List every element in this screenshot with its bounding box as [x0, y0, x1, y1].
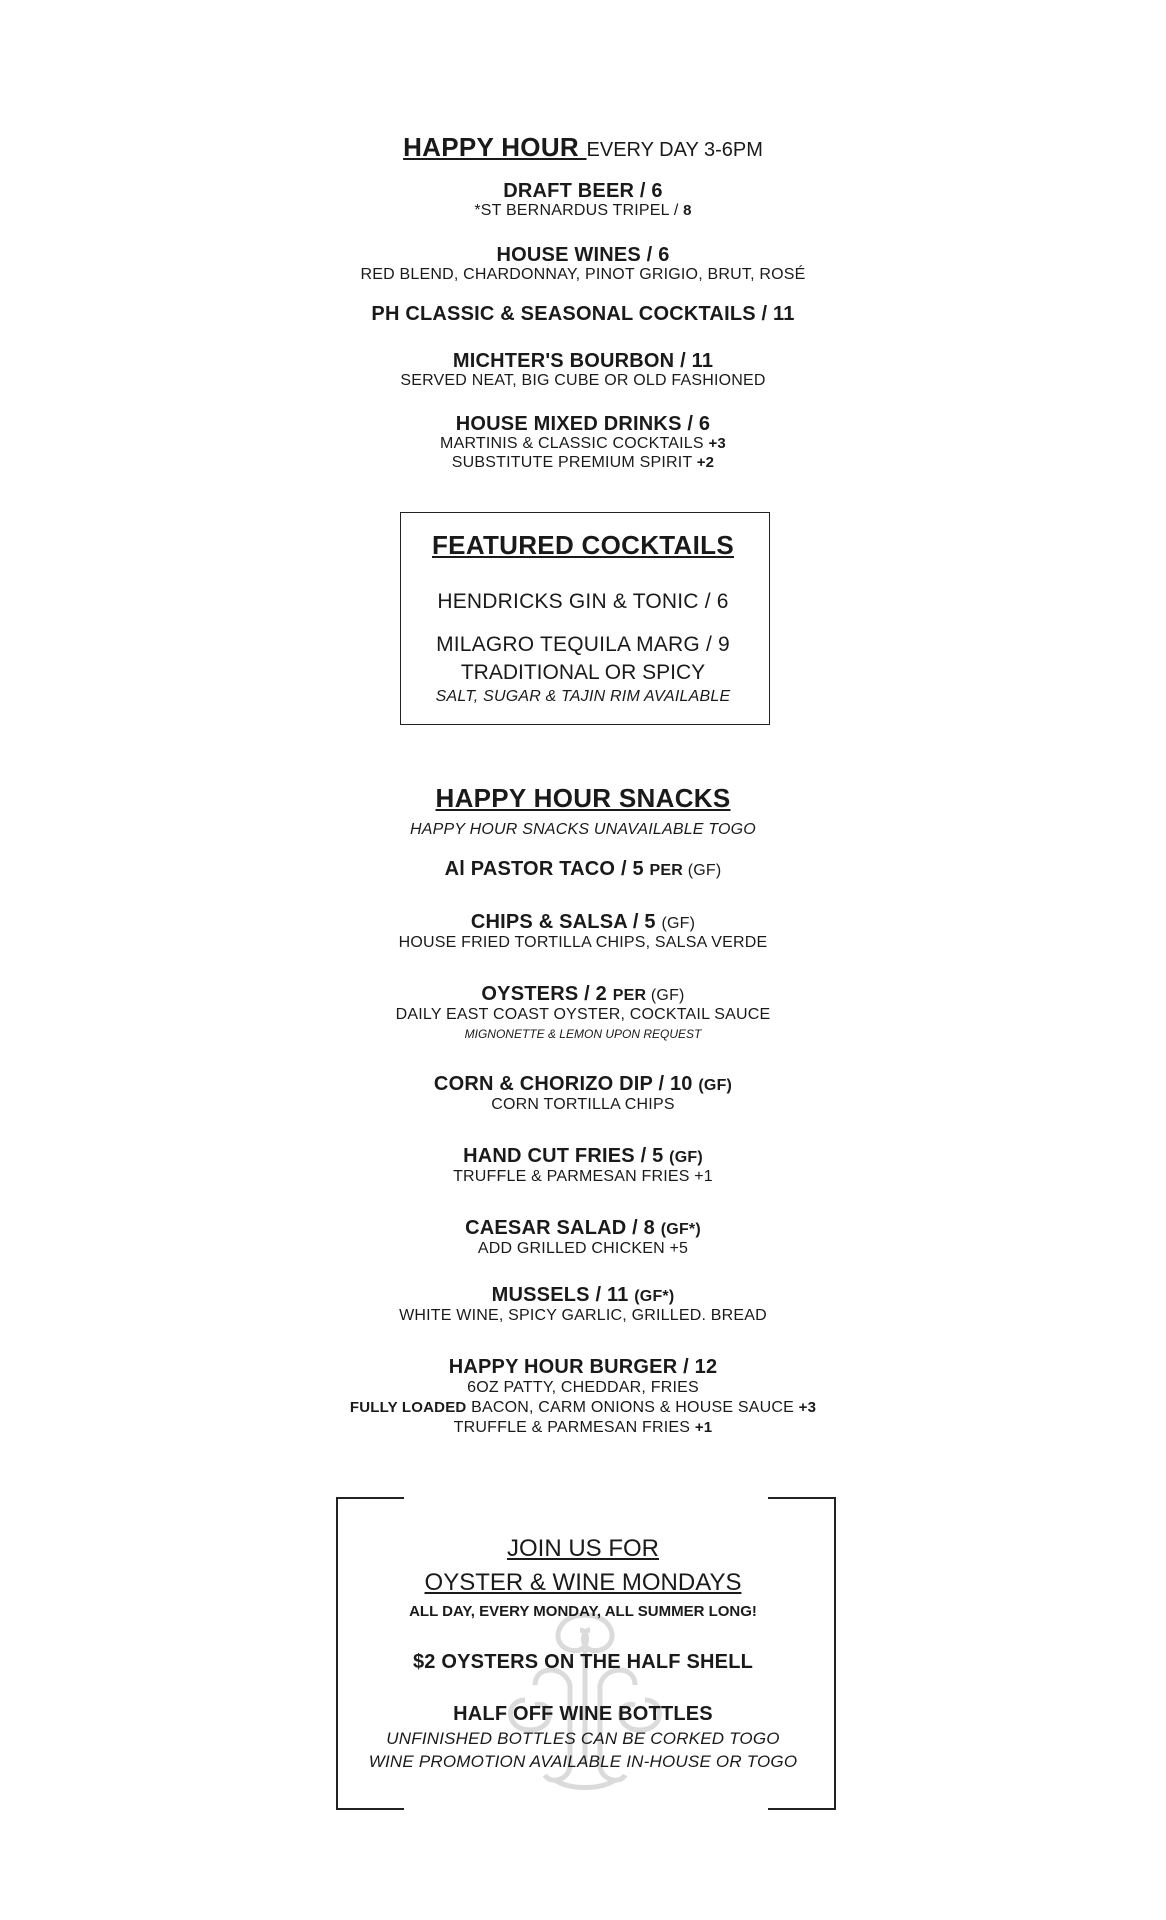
mondays-note2: WINE PROMOTION AVAILABLE IN-HOUSE OR TOGO: [368, 1752, 798, 1771]
chips-desc: HOUSE FRIED TORTILLA CHIPS, SALSA VERDE: [398, 934, 768, 951]
bracket-top-left-h: [336, 1497, 404, 1499]
oysters-note: MIGNONETTE & LEMON UPON REQUEST: [464, 1027, 702, 1041]
house-mixed-line2-add: +2: [696, 454, 715, 471]
caesar-item: [0, 1217, 1166, 1240]
hendricks-item: HENDRICKS GIN & TONIC / 6: [437, 590, 729, 613]
burger-loaded: [0, 1399, 1166, 1417]
fries-tag: (GF): [669, 1149, 703, 1166]
oysters-desc: DAILY EAST COAST OYSTER, COCKTAIL SAUCE: [395, 1006, 771, 1023]
mondays-sub: ALL DAY, EVERY MONDAY, ALL SUMMER LONG!: [409, 1603, 757, 1620]
house-mixed-line2-text: SUBSTITUTE PREMIUM SPIRIT: [451, 454, 697, 471]
corn-tag: (GF): [698, 1077, 733, 1094]
taco-tag: (GF): [683, 862, 722, 879]
michters-title: MICHTER'S BOURBON / 11: [452, 350, 714, 372]
caesar-tag: (GF*): [660, 1221, 701, 1238]
milagro-item: MILAGRO TEQUILA MARG / 9: [436, 633, 730, 656]
corn-item: [0, 1073, 1166, 1096]
burger-loaded-label: FULLY LOADED: [349, 1399, 467, 1416]
bracket-top-right-h: [768, 1497, 836, 1499]
featured-cocktails-title: FEATURED COCKTAILS: [432, 530, 734, 560]
caesar-desc: ADD GRILLED CHICKEN +5: [477, 1240, 689, 1257]
house-wines-desc: RED BLEND, CHARDONNAY, PINOT GRIGIO, BRUT, ROSÉ: [360, 266, 806, 283]
house-mixed-line1: [0, 435, 1166, 453]
happy-hour-header: [0, 132, 1166, 163]
burger-title: HAPPY HOUR BURGER / 12: [448, 1356, 718, 1378]
taco-item: [0, 858, 1166, 881]
house-mixed-line1-text: MARTINIS & CLASSIC COCKTAILS: [440, 435, 709, 452]
mussels-item: [0, 1284, 1166, 1307]
snacks-title: HAPPY HOUR SNACKS: [435, 783, 731, 813]
oysters-per: PER: [612, 987, 647, 1004]
mondays-wine: HALF OFF WINE BOTTLES: [453, 1703, 713, 1725]
burger-loaded-add: +3: [798, 1399, 817, 1416]
draft-beer-note: [0, 202, 1166, 220]
bracket-bottom-left-h: [336, 1808, 404, 1810]
house-mixed-line1-add: +3: [708, 435, 726, 452]
happy-hour-title: HAPPY HOUR: [403, 132, 587, 162]
draft-beer-title: DRAFT BEER / 6: [503, 180, 663, 202]
oysters-title: OYSTERS / 2: [481, 983, 613, 1005]
house-mixed-title: HOUSE MIXED DRINKS / 6: [455, 413, 711, 435]
ph-cocktails-title: PH CLASSIC & SEASONAL COCKTAILS / 11: [371, 303, 795, 325]
mussels-tag: (GF*): [634, 1288, 675, 1305]
burger-truffle-add: +1: [694, 1419, 713, 1436]
mussels-desc: WHITE WINE, SPICY GARLIC, GRILLED. BREAD: [399, 1307, 767, 1324]
taco-per: PER: [649, 862, 684, 879]
mondays-note1: UNFINISHED BOTTLES CAN BE CORKED TOGO: [386, 1729, 780, 1748]
draft-beer-note-price: 8: [683, 202, 692, 219]
draft-beer-note-text: *ST BERNARDUS TRIPEL /: [474, 202, 684, 219]
caesar-title: CAESAR SALAD / 8: [465, 1217, 661, 1239]
chips-tag: (GF): [661, 915, 696, 932]
happy-hour-schedule: EVERY DAY 3-6PM: [586, 139, 763, 161]
fries-desc: TRUFFLE & PARMESAN FRIES +1: [453, 1168, 713, 1185]
burger-loaded-desc: BACON, CARM ONIONS & HOUSE SAUCE: [466, 1399, 799, 1416]
michters-desc: SERVED NEAT, BIG CUBE OR OLD FASHIONED: [400, 372, 766, 389]
fries-title: HAND CUT FRIES / 5: [463, 1145, 670, 1167]
mondays-line1: JOIN US FOR: [506, 1535, 659, 1562]
fries-item: [0, 1145, 1166, 1168]
house-mixed-line2: [0, 454, 1166, 472]
taco-title: Al PASTOR TACO / 5: [444, 858, 650, 880]
burger-truffle-text: TRUFFLE & PARMESAN FRIES: [453, 1419, 695, 1436]
mussels-title: MUSSELS / 11: [491, 1284, 635, 1306]
corn-title: CORN & CHORIZO DIP / 10: [433, 1073, 699, 1095]
house-wines-title: HOUSE WINES / 6: [496, 244, 670, 266]
burger-desc: 6OZ PATTY, CHEDDAR, FRIES: [467, 1379, 699, 1396]
mondays-oysters: $2 OYSTERS ON THE HALF SHELL: [412, 1651, 754, 1673]
bracket-bottom-right-h: [768, 1808, 836, 1810]
snacks-note: HAPPY HOUR SNACKS UNAVAILABLE TOGO: [410, 821, 756, 838]
oysters-tag: (GF): [646, 987, 685, 1004]
mondays-line2: OYSTER & WINE MONDAYS: [424, 1569, 742, 1596]
oysters-item: [0, 983, 1166, 1006]
milagro-style: TRADITIONAL OR SPICY: [460, 661, 706, 684]
milagro-note: SALT, SUGAR & TAJIN RIM AVAILABLE: [435, 688, 731, 705]
chips-title: CHIPS & SALSA / 5: [470, 911, 662, 933]
chips-item: [0, 911, 1166, 934]
burger-truffle: [0, 1419, 1166, 1437]
corn-desc: CORN TORTILLA CHIPS: [491, 1096, 675, 1113]
